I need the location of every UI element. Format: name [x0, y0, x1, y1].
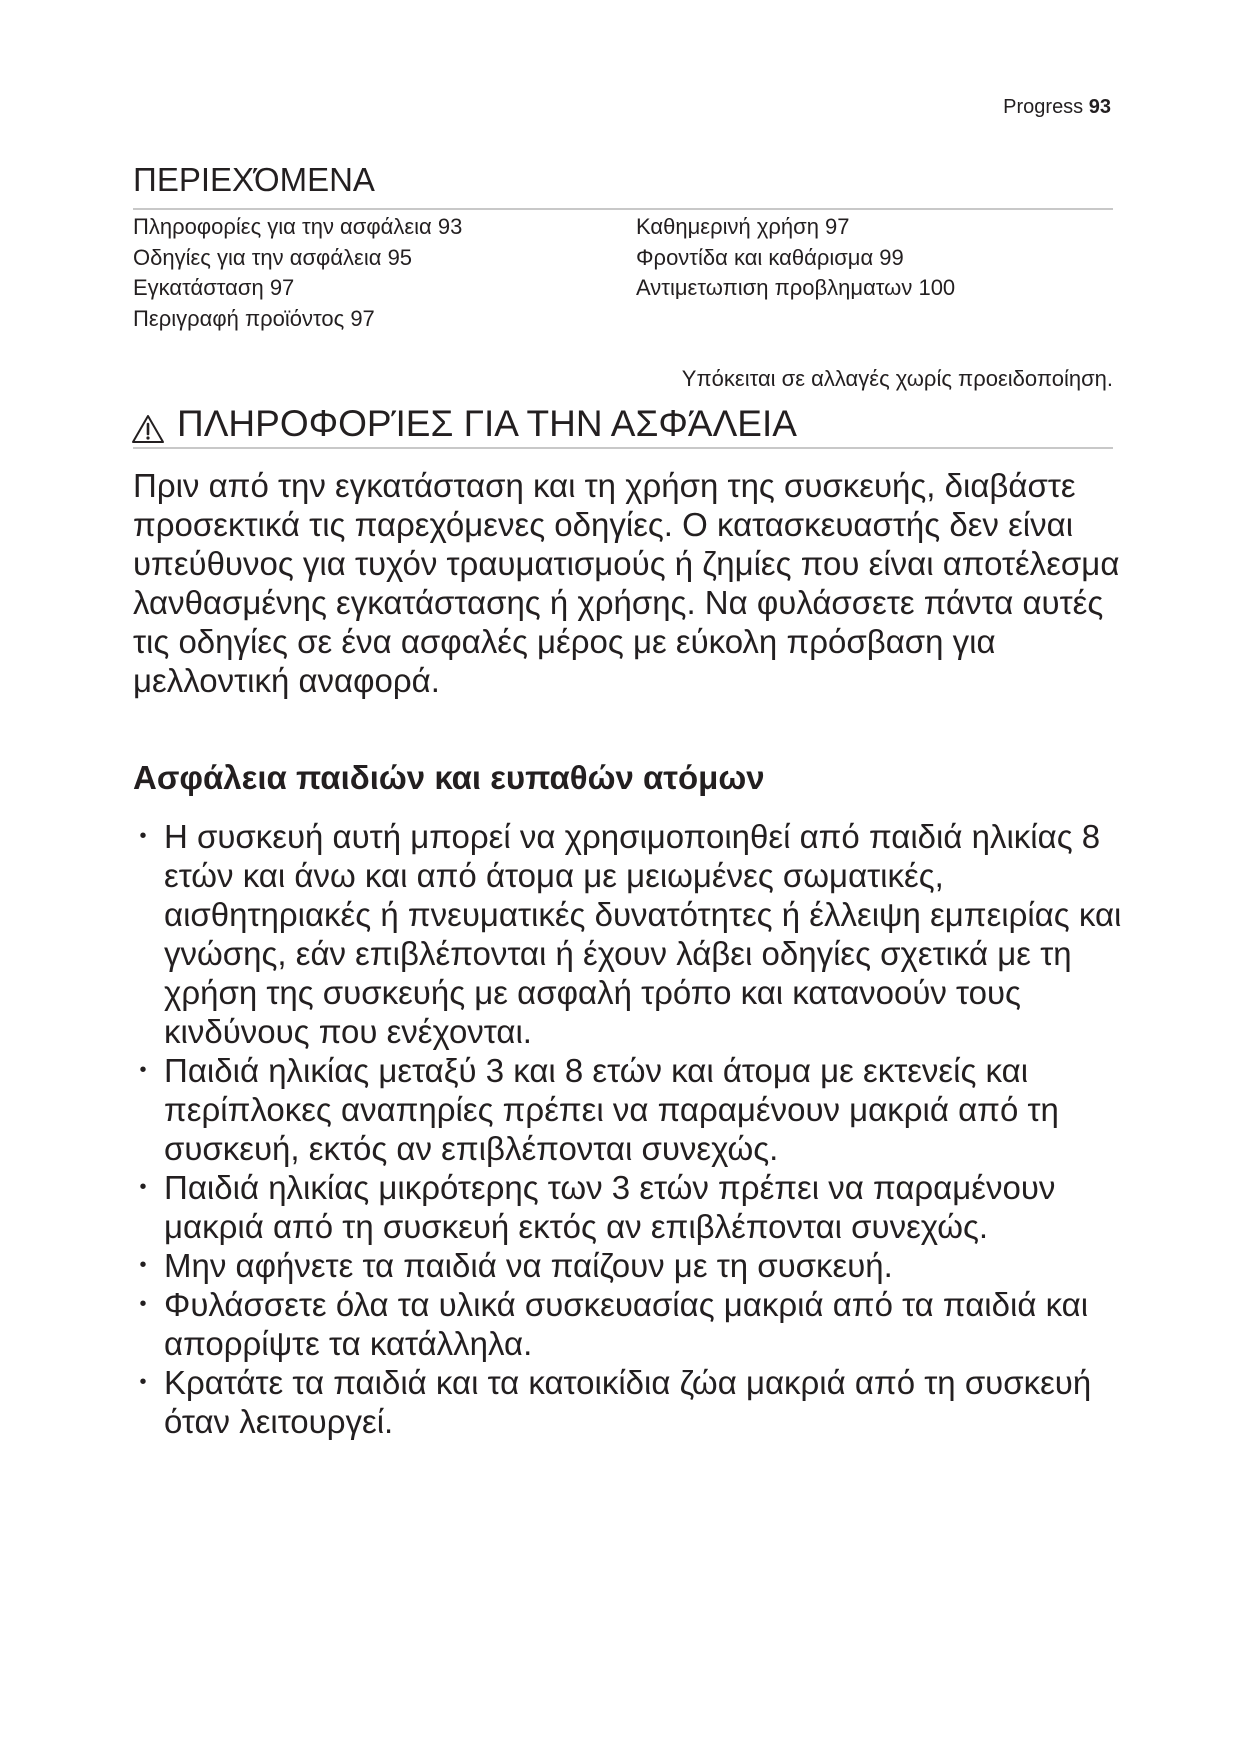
list-item-text: Μην αφήνετε τα παιδιά να παίζουν με τη συσκευή. — [164, 1247, 893, 1284]
toc-entry[interactable]: Αντιμετωπιση προβληματων 100 — [636, 275, 956, 300]
bullet-icon: • — [139, 1371, 147, 1393]
toc-column-left — [133, 212, 462, 334]
toc-entry[interactable]: Περιγραφή προϊόντος 97 — [133, 305, 375, 331]
bullet-icon: • — [139, 1254, 147, 1276]
safety-section-title — [131, 401, 797, 447]
list-item-text: Η συσκευή αυτή μπορεί να χρησιμοποιηθεί από παιδιά ηλικίας 8 ετών και άνω και από άτομα με μειωμένες σωματικές, αισθητηριακές ή πνευματικές δυνατότητες ή έλλειψη εμπειρίας και γνώσης, εάν επιβλέπονται ή έχουν λάβει οδηγίες σχετικά με τη χρήση της συσκευής με ασφαλή τρόπο και κατανοούν τους κινδύνους που ενέχονται. — [164, 818, 1122, 1050]
bullet-icon: • — [139, 825, 147, 847]
list-item — [133, 1246, 1123, 1285]
list-item — [133, 1363, 1123, 1441]
safety-intro: Πριν από την εγκατάσταση και τη χρήση της συσκευής, διαβάστε προσεκτικά τις παρεχόμενες οδηγίες. Ο κατασκευαστής δεν είναι υπεύθυνος για τυχόν τραυματισμούς ή ζημίες που είναι αποτέλεσμα λανθασμένης εγκατάστασης ή χρήσης. Να φυλάσσετε πάντα αυτές τις οδηγίες σε ένα ασφαλές μέρος με εύκολη πρόσβαση για μελλοντική αναφορά. — [133, 467, 1120, 699]
warning-triangle-icon — [131, 409, 165, 439]
list-item-text: Παιδιά ηλικίας μεταξύ 3 και 8 ετών και άτομα με εκτενείς και περίπλοκες αναπηρίες πρέπει να παραμένουν μακριά από τη συσκευή, εκτός αν επιβλέπονται συνεχώς. — [164, 1052, 1059, 1167]
toc-divider — [133, 208, 1113, 210]
list-item-text: Παιδιά ηλικίας μικρότερης των 3 ετών πρέπει να παραμένουν μακριά από τη συσκευή εκτός αν επιβλέπονται συνεχώς. — [164, 1169, 1056, 1245]
list-item — [133, 817, 1123, 1051]
toc-entry[interactable]: Καθημερινή χρήση 97 — [636, 214, 850, 239]
list-item — [133, 1051, 1123, 1168]
toc-column-right — [636, 212, 955, 304]
toc-entry[interactable]: Εγκατάσταση 97 — [133, 275, 295, 300]
bullet-icon: • — [139, 1293, 147, 1315]
toc-title: ΠΕΡΙΕΧΌΜΕΝΑ — [133, 161, 375, 198]
toc-entry[interactable]: Οδηγίες για την ασφάλεια 95 — [133, 244, 413, 270]
toc-entry[interactable]: Πληροφορίες για την ασφάλεια 93 — [133, 214, 463, 239]
toc-entry[interactable]: Φροντίδα και καθάρισμα 99 — [636, 244, 904, 270]
bullet-icon: • — [139, 1176, 147, 1198]
safety-title-text: ΠΛΗΡΟΦΟΡΊΕΣ ΓΙΑ ΤΗΝ ΑΣΦΆΛΕΙΑ — [177, 403, 797, 444]
list-item-text: Φυλάσσετε όλα τα υλικά συσκευασίας μακριά από τα παιδιά και απορρίψτε τα κατάλληλα. — [164, 1286, 1089, 1362]
change-notice: Υπόκειται σε αλλαγές χωρίς προειδοποίηση. — [681, 366, 1113, 391]
subsection-title: Ασφάλεια παιδιών και ευπαθών ατόμων — [133, 759, 765, 796]
page-header — [1003, 96, 1111, 119]
bullet-icon: • — [139, 1059, 147, 1081]
brand-name: Progress — [1003, 96, 1084, 118]
list-item — [133, 1168, 1123, 1246]
page-number: 93 — [1088, 96, 1111, 118]
safety-bullet-list — [133, 817, 1123, 1441]
list-item — [133, 1285, 1123, 1363]
list-item-text: Κρατάτε τα παιδιά και τα κατοικίδια ζώα μακριά από τη συσκευή όταν λειτουργεί. — [164, 1364, 1092, 1440]
safety-divider — [133, 447, 1113, 449]
